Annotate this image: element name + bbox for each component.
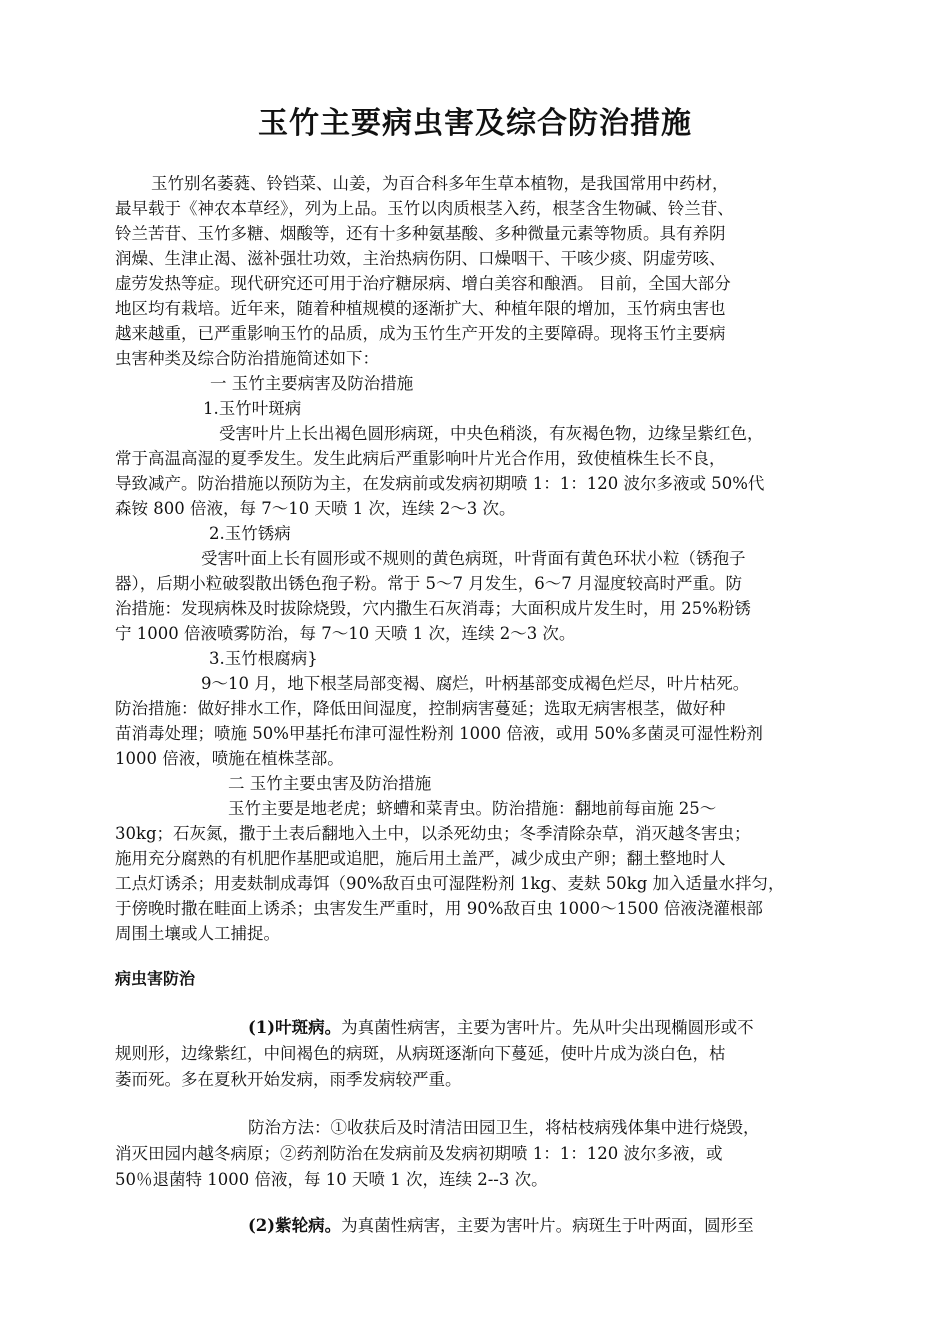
text-line: 防治方法：①收获后及时清洁田园卫生，将枯枝病残体集中进行烧毁，	[248, 1118, 760, 1137]
text-line: 规则形，边缘紫红，中间褐色的病斑，从病斑逐渐向下蔓延，使叶片成为淡白色，枯	[115, 1044, 726, 1063]
text-line: 工点灯诱杀；用麦麸制成毒饵（90%敌百虫可湿陛粉剂 1kg、麦麸 50kg 加入适量水拌匀，	[115, 874, 785, 893]
text-line: 周围土壤或人工捕捉。	[115, 924, 280, 943]
text-line: 虚劳发热等症。现代研究还可用于治疗糖尿病、增白美容和酿酒。 目前，全国大部分	[115, 274, 731, 293]
text-line: 地区均有栽培。近年来，随着种植规模的逐渐扩大、种植年限的增加，玉竹病虫害也	[115, 299, 726, 318]
text-line	[248, 1016, 754, 1040]
text-line: 宁 1000 倍液喷雾防治，每 7～10 天喷 1 次，连续 2～3 次。	[115, 624, 576, 643]
text-line: 虫害种类及综合防治措施简述如下：	[115, 349, 379, 368]
disease-label: (1)叶斑病。	[248, 1018, 342, 1037]
disease-heading: 1.玉竹叶斑病	[203, 399, 302, 418]
document-title: 玉竹主要病虫害及综合防治措施	[258, 106, 692, 141]
text-line: 萎而死。多在夏秋开始发病，雨季发病较严重。	[115, 1070, 462, 1089]
text-line: 器），后期小粒破裂散出锈色孢子粉。常于 5～7 月发生，6～7 月湿度较高时严重。防	[115, 574, 742, 593]
text-line: 于傍晚时撒在畦面上诱杀；虫害发生严重时，用 90%敌百虫 1000～1500 倍液浇灌根部	[115, 899, 763, 918]
text-line: 最早载于《神农本草经》，列为上品。玉竹以肉质根茎入药，根茎含生物碱、铃兰苷、	[115, 199, 734, 218]
text-line: 玉竹别名萎蕤、铃铛菜、山姜，为百合科多年生草本植物，是我国常用中药材，	[151, 174, 729, 193]
text-line: 1000 倍液，喷施在植株茎部。	[115, 749, 344, 768]
text-line: 受害叶面上长有圆形或不规则的黄色病斑，叶背面有黄色环状小粒（锈孢子	[201, 549, 746, 568]
text-line: 导致减产。防治措施以预防为主，在发病前或发病初期喷 1：1：120 波尔多液或 50%代	[115, 474, 765, 493]
text-line: 施用充分腐熟的有机肥作基肥或追肥，施后用土盖严，减少成虫产卵；翻土整地时人	[115, 849, 726, 868]
text-line: 润燥、生津止渴、滋补强壮功效，主治热病伤阴、口燥咽干、干咳少痰、阴虚劳咳、	[115, 249, 726, 268]
section-title: 病虫害防治	[115, 969, 196, 988]
text-line: 铃兰苦苷、玉竹多糖、烟酸等，还有十多种氨基酸、多种微量元素等物质。具有养阴	[115, 224, 726, 243]
text-line: 受害叶片上长出褐色圆形病斑，中央色稍淡，有灰褐色物，边缘呈紫红色，	[219, 424, 764, 443]
text-line: 玉竹主要是地老虎；蛴螬和菜青虫。防治措施：翻地前每亩施 25～	[228, 799, 717, 818]
text-line: 消灭田园内越冬病原；②药剂防治在发病前及发病初期喷 1：1：120 波尔多液，或	[115, 1144, 723, 1163]
text-line: 防治措施：做好排水工作，降低田间湿度，控制病害蔓延；选取无病害根茎，做好种	[115, 699, 726, 718]
text-line: 森铵 800 倍液，每 7～10 天喷 1 次，连续 2～3 次。	[115, 499, 516, 518]
text-line	[248, 1214, 754, 1238]
part1-heading: 一 玉竹主要病害及防治措施	[210, 374, 414, 393]
disease-heading: 2.玉竹锈病	[209, 524, 291, 543]
text-line: 50％退菌特 1000 倍液，每 10 天喷 1 次，连续 2--3 次。	[115, 1170, 548, 1189]
text-line: 治措施：发现病株及时拔除烧毁，穴内撒生石灰消毒；大面积成片发生时，用 25%粉锈	[115, 599, 751, 618]
text-span: 为真菌性病害，主要为害叶片。病斑生于叶两面，圆形至	[341, 1216, 754, 1235]
disease-heading: 3.玉竹根腐病}	[209, 649, 318, 668]
text-line: 越来越重，已严重影响玉竹的品质，成为玉竹生产开发的主要障碍。现将玉竹主要病	[115, 324, 726, 343]
text-span: 为真菌性病害，主要为害叶片。先从叶尖出现椭圆形或不	[341, 1018, 754, 1037]
disease-label: (2)紫轮病。	[248, 1216, 342, 1235]
part2-heading: 二 玉竹主要虫害及防治措施	[228, 774, 432, 793]
text-line: 9～10 月，地下根茎局部变褐、腐烂，叶柄基部变成褐色烂尽，叶片枯死。	[201, 674, 750, 693]
text-line: 常于高温高湿的夏季发生。发生此病后严重影响叶片光合作用，致使植株生长不良，	[115, 449, 726, 468]
text-line: 30kg；石灰氮，撒于土表后翻地入土中，以杀死幼虫；冬季清除杂草，消灭越冬害虫；	[115, 824, 751, 843]
text-line: 苗消毒处理；喷施 50%甲基托布津可湿性粉剂 1000 倍液，或用 50%多菌灵可湿性粉剂	[115, 724, 763, 743]
